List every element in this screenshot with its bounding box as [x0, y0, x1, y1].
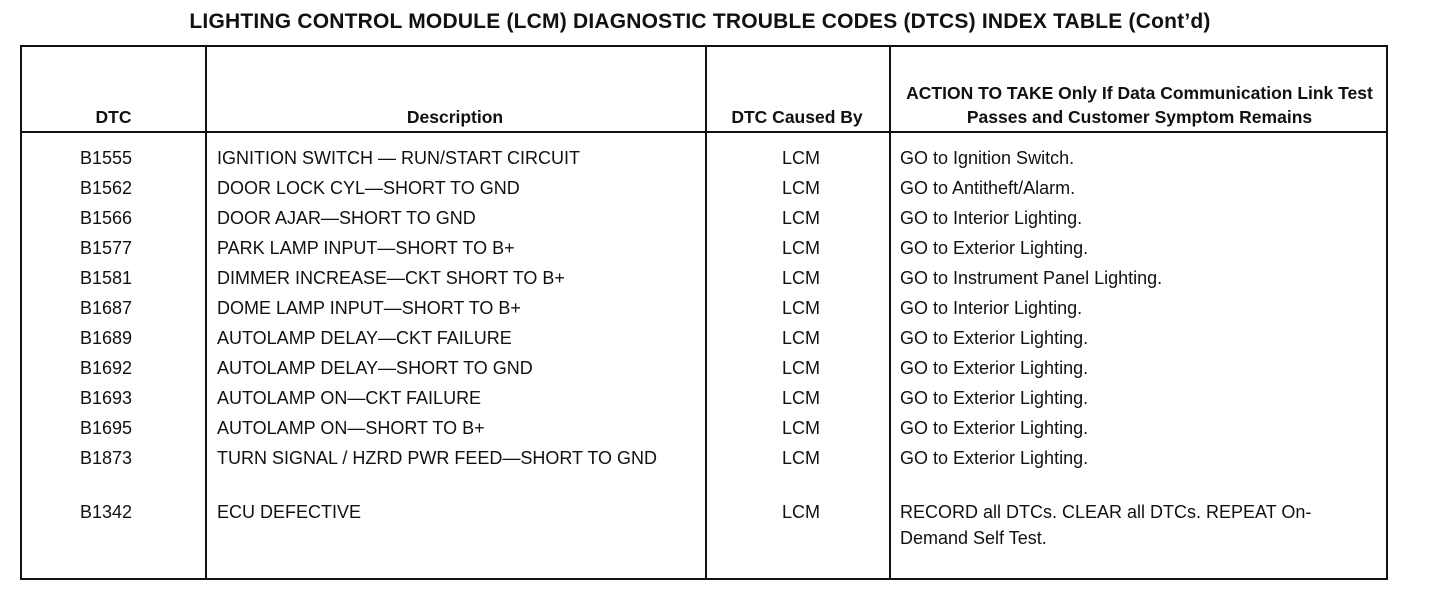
dtc-action: GO to Exterior Lighting.: [900, 328, 1089, 348]
dtc-description: AUTOLAMP ON—SHORT TO B+: [217, 418, 485, 438]
dtc-description: PARK LAMP INPUT—SHORT TO B+: [217, 238, 515, 258]
dtc-code: B1342: [80, 502, 133, 522]
dtc-code: B1566: [80, 208, 133, 228]
dtc-description: DIMMER INCREASE—CKT SHORT TO B+: [217, 268, 565, 288]
dtc-code: B1687: [80, 298, 133, 318]
header-caused-by: DTC Caused By: [731, 107, 863, 127]
dtc-action: GO to Exterior Lighting.: [900, 358, 1089, 378]
dtc-code: B1562: [80, 178, 133, 198]
dtc-caused-by: LCM: [781, 388, 820, 408]
dtc-description: ECU DEFECTIVE: [217, 502, 362, 522]
dtc-caused-by: LCM: [781, 418, 820, 438]
dtc-caused-by: LCM: [781, 502, 820, 522]
dtc-caused-by: LCM: [781, 298, 820, 318]
dtc-description: AUTOLAMP DELAY—CKT FAILURE: [217, 328, 512, 348]
dtc-caused-by: LCM: [781, 208, 820, 228]
dtc-action: GO to Exterior Lighting.: [900, 448, 1089, 468]
dtc-action: GO to Exterior Lighting.: [900, 418, 1089, 438]
dtc-action: GO to Interior Lighting.: [900, 208, 1083, 228]
dtc-action: GO to Instrument Panel Lighting.: [900, 268, 1163, 288]
dtc-caused-by: LCM: [781, 448, 820, 468]
dtc-description: AUTOLAMP DELAY—SHORT TO GND: [217, 358, 533, 378]
dtc-index-table: [20, 45, 1388, 580]
dtc-action: GO to Antitheft/Alarm.: [900, 178, 1076, 198]
dtc-code: B1555: [80, 148, 133, 168]
dtc-caused-by: LCM: [781, 358, 820, 378]
header-dtc: DTC: [95, 107, 132, 127]
dtc-caused-by: LCM: [781, 178, 820, 198]
header-divider: [22, 131, 1386, 133]
dtc-action: GO to Interior Lighting.: [900, 298, 1083, 318]
dtc-code: B1692: [80, 358, 133, 378]
dtc-description: DOOR LOCK CYL—SHORT TO GND: [217, 178, 520, 198]
dtc-description: IGNITION SWITCH — RUN/START CIRCUIT: [217, 148, 580, 168]
dtc-code: B1873: [80, 448, 133, 468]
dtc-action: GO to Exterior Lighting.: [900, 238, 1089, 258]
dtc-description: DOME LAMP INPUT—SHORT TO B+: [217, 298, 521, 318]
dtc-action: GO to Exterior Lighting.: [900, 388, 1089, 408]
header-description: Description: [406, 107, 504, 127]
dtc-code: B1689: [80, 328, 133, 348]
dtc-action: RECORD all DTCs. CLEAR all DTCs. REPEAT On-Demand Self Test.: [900, 502, 1312, 548]
dtc-description: DOOR AJAR—SHORT TO GND: [217, 208, 476, 228]
dtc-description: AUTOLAMP ON—CKT FAILURE: [217, 388, 482, 408]
dtc-caused-by: LCM: [781, 238, 820, 258]
dtc-code: B1581: [80, 268, 133, 288]
page-title: LIGHTING CONTROL MODULE (LCM) DIAGNOSTIC TROUBLE CODES (DTCS) INDEX TABLE (Cont’d): [189, 10, 1211, 33]
dtc-caused-by: LCM: [781, 268, 820, 288]
dtc-action: GO to Ignition Switch.: [900, 148, 1075, 168]
dtc-description: TURN SIGNAL / HZRD PWR FEED—SHORT TO GND: [217, 448, 658, 468]
dtc-code: B1577: [80, 238, 133, 258]
header-action: ACTION TO TAKE Only If Data Communication Link Test Passes and Customer Symptom Remains: [906, 83, 1373, 127]
dtc-caused-by: LCM: [781, 148, 820, 168]
dtc-code: B1693: [80, 388, 133, 408]
dtc-caused-by: LCM: [781, 328, 820, 348]
dtc-code: B1695: [80, 418, 133, 438]
